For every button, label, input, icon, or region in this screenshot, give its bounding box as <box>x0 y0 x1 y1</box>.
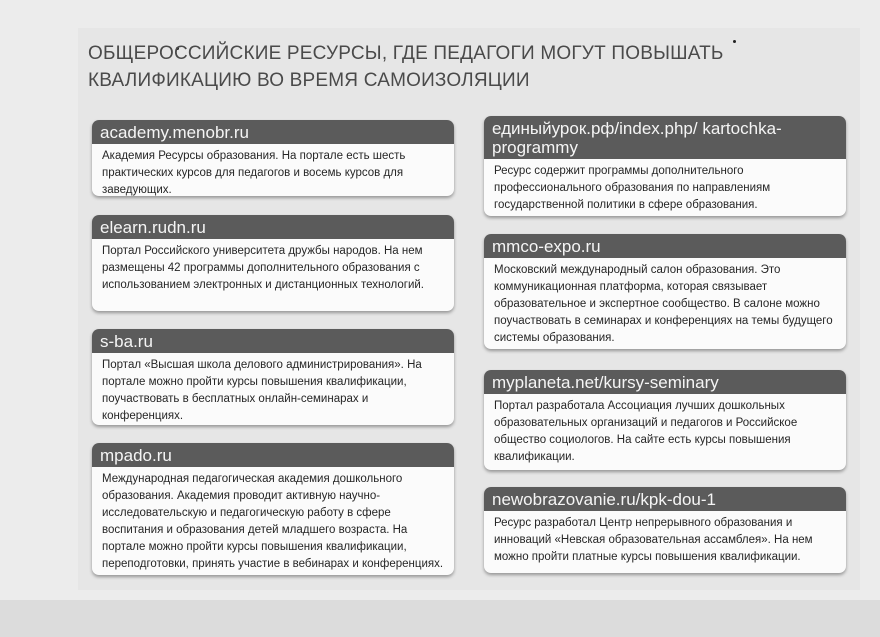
title-line-1: ОБЩЕРОССИЙСКИЕ РЕСУРСЫ, ГДЕ ПЕДАГОГИ МОГУТ ПОВЫШАТЬ <box>88 43 724 64</box>
resource-url: myplaneta.net/kursy-seminary <box>484 370 846 394</box>
resource-description: Академия Ресурсы образования. На портале есть шесть практических курсов для педагогов и восемь курсов для заведующих. <box>102 150 406 196</box>
page-title <box>88 40 768 94</box>
resource-description: Международная педагогическая академия дошкольного образования. Академия проводит активную научно-исследовательскую и педагогическую работу в сфере воспитания и образования детей младшего возраста. На портале можно пройти курсы повышения квалификации, переподготовки, принять участие в вебинарах и конференциях. <box>102 473 444 570</box>
resource-description: Портал разработала Ассоциация лучших дошкольных образовательных организаций и педагогов и Российское общество социологов. На сайте есть курсы повышения квалификации. <box>494 400 798 463</box>
resource-card-academy <box>92 120 454 196</box>
resource-description: Ресурс содержит программы дополнительного профессионального образования по направлениям государственной политики в сфере образования. <box>494 165 771 211</box>
resource-url: mmco-expo.ru <box>484 234 846 258</box>
resource-url: academy.menobr.ru <box>92 120 454 144</box>
resource-url: mpado.ru <box>92 443 454 467</box>
resource-description: Ресурс разработал Центр непрерывного образования и инноваций «Невская образовательная ассамблея». На нем можно пройти платные курсы повышения квалификации. <box>494 517 813 563</box>
resource-card-rudn <box>92 215 454 311</box>
resource-card-mpado <box>92 443 454 575</box>
resource-card-newobrazovanie <box>484 487 846 573</box>
resource-url: s-ba.ru <box>92 329 454 353</box>
resource-card-edinyurok <box>484 116 846 216</box>
resource-card-mmco <box>484 234 846 349</box>
resource-description: Московский международный салон образования. Это коммуникационная платформа, которая связывает образовательное и экспертное сообщество. В салоне можно поучаствовать в семинарах и конференциях на темы будущего системы образования. <box>494 264 833 344</box>
resource-card-myplaneta <box>484 370 846 470</box>
resource-description: Портал Российского университета дружбы народов. На нем размещены 42 программы дополнительного образования с использованием электронных и дистанционных технологий. <box>102 245 424 291</box>
resource-url: единыйурок.рф/index.php/ kartochka-programmy <box>484 116 846 159</box>
title-line-2: КВАЛИФИКАЦИЮ ВО ВРЕМЯ САМОИЗОЛЯЦИИ <box>88 70 530 91</box>
scan-margin <box>0 600 880 637</box>
resource-description: Портал «Высшая школа делового администрирования». На портале можно пройти курсы повышения квалификации, поучаствовать в бесплатных онлайн-семинарах и конференциях. <box>102 359 422 422</box>
resource-card-sba <box>92 329 454 425</box>
resource-url: newobrazovanie.ru/kpk-dou-1 <box>484 487 846 511</box>
resource-url: elearn.rudn.ru <box>92 215 454 239</box>
